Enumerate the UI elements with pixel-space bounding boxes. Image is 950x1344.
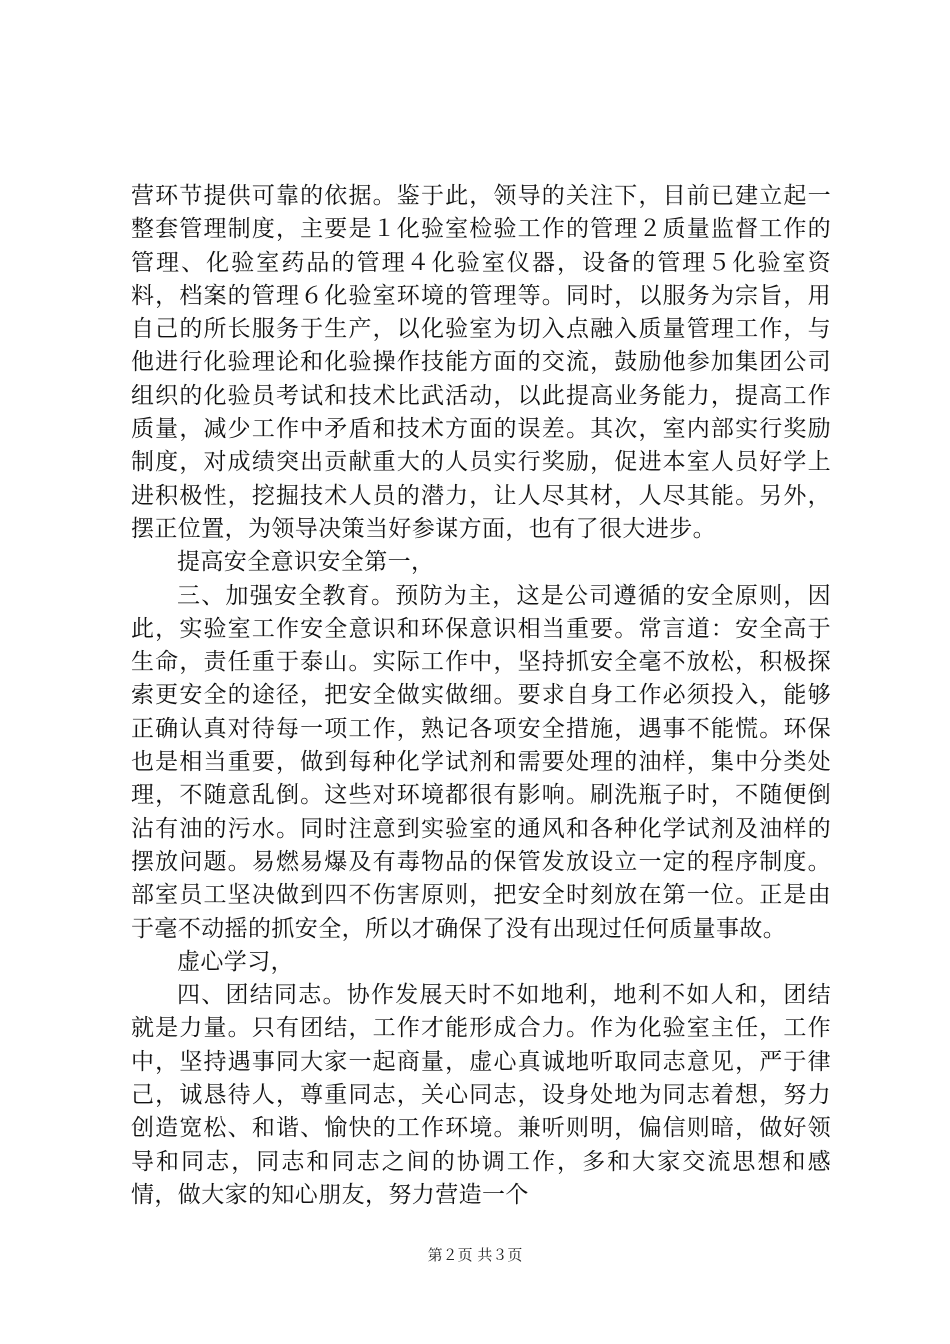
paragraph-safety-education: 三、加强安全教育。预防为主，这是公司遵循的安全原则，因此，实验室工作安全意识和环保意识相当重要。常言道：安全高于生命，责任重于泰山。实际工作中，坚持抓安全毫不放松，积极探索更安全的途径，把安全做实做细。要求自身工作必须投入，能够正确认真对待每一项工作，熟记各项安全措施，遇事不能慌。环保也是相当重要，做到每种化学试剂和需要处理的油样，集中分类处理，不随意乱倒。这些对环境都很有影响。刷洗瓶子时，不随便倒沾有油的污水。同时注意到实验室的通风和各种化学试剂及油样的摆放问题。易燃易爆及有毒物品的保管发放设立一定的程序制度。部室员工坚决做到四不伤害原则，把安全时刻放在第一位。正是由于毫不动摇的抓安全，所以才确保了没有出现过任何质量事故。 [131,582,831,942]
paragraph-unite-colleagues: 四、团结同志。协作发展天时不如地利，地利不如人和，团结就是力量。只有团结，工作才能形成合力。作为化验室主任，工作中，坚持遇事同大家一起商量，虚心真诚地听取同志意见，严于律己，诚恳待人，尊重同志，关心同志，设身处地为同志着想，努力创造宽松、和谐、愉快的工作环境。兼听则明，偏信则暗，做好领导和同志，同志和同志之间的协调工作，多和大家交流思想和感情，做大家的知心朋友，努力营造一个 [131,982,831,1208]
heading-safety-awareness: 提高安全意识安全第一， [177,549,435,576]
document-body [131,180,831,1212]
heading-humble-learning: 虚心学习， [177,948,294,975]
paragraph-management-system: 营环节提供可靠的依据。鉴于此，领导的关注下，目前已建立起一整套管理制度，主要是１化验室检验工作的管理２质量监督工作的管理、化验室药品的管理４化验室仪器，设备的管理５化验室资料，档案的管理６化验室环境的管理等。同时，以服务为宗旨，用自己的所长服务于生产，以化验室为切入点融入质量管理工作，与他进行化验理论和化验操作技能方面的交流，鼓励他参加集团公司组织的化验员考试和技术比武活动，以此提高业务能力，提高工作质量，减少工作中矛盾和技术方面的误差。其次，室内部实行奖励制度，对成绩突出贡献重大的人员实行奖励，促进本室人员好学上进积极性，挖掘技术人员的潜力，让人尽其材，人尽其能。另外，摆正位置，为领导决策当好参谋方面，也有了很大进步。 [131,183,831,542]
page-number-footer: 第２页 共３页 [427,1246,523,1264]
